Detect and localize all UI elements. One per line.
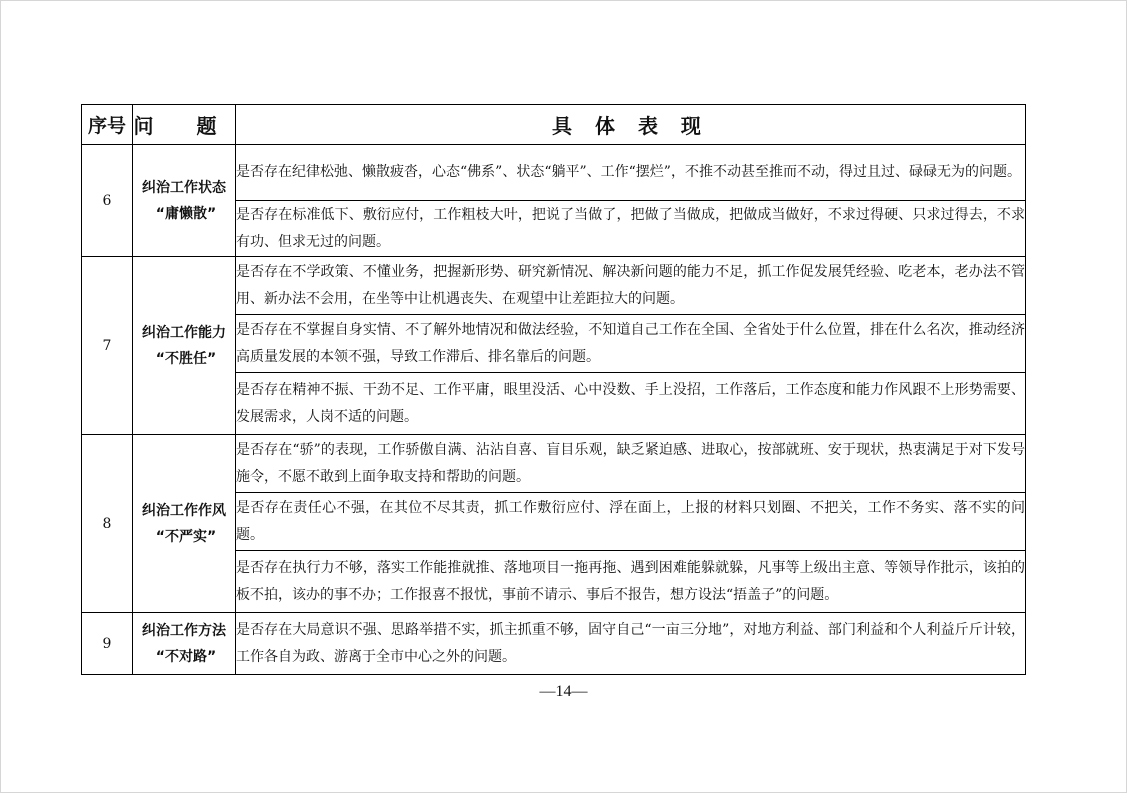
detail-cell: 是否存在大局意识不强、思路举措不实，抓主抓重不够，固守自己“一亩三分地”，对地方利益、部门利益和个人利益斤斤计较，工作各自为政、游离于全市中心之外的问题。 bbox=[236, 613, 1026, 675]
problem-subtitle: “庸懒散” bbox=[155, 205, 217, 222]
problem-title: 纠治工作状态 bbox=[142, 179, 226, 196]
table-row bbox=[82, 145, 1026, 201]
problem-cell-6 bbox=[133, 145, 236, 257]
header-detail: 具 体 表 现 bbox=[236, 105, 1026, 145]
seq-cell-7: 7 bbox=[82, 257, 133, 435]
detail-cell: 是否存在标准低下、敷衍应付，工作粗枝大叶，把说了当做了，把做了当做成，把做成当做好，不求过得硬、只求过得去，不求有功、但求无过的问题。 bbox=[236, 201, 1026, 257]
page-number: —14— bbox=[539, 683, 588, 700]
header-problem: 问 题 bbox=[133, 105, 236, 145]
seq-cell-8: 8 bbox=[82, 435, 133, 613]
problem-subtitle: “不严实” bbox=[155, 528, 217, 545]
table-row bbox=[82, 435, 1026, 493]
detail-cell: 是否存在纪律松弛、懒散疲沓，心态“佛系”、状态“躺平”、工作“摆烂”，不推不动甚至推而不动，得过且过、碌碌无为的问题。 bbox=[236, 145, 1026, 201]
problem-title: 纠治工作作风 bbox=[142, 502, 226, 519]
problem-title: 纠治工作能力 bbox=[142, 324, 226, 341]
seq-cell-6: 6 bbox=[82, 145, 133, 257]
header-seq: 序号 bbox=[82, 105, 133, 145]
problem-table bbox=[81, 104, 1026, 675]
problem-title: 纠治工作方法 bbox=[142, 622, 226, 639]
problem-subtitle: “不胜任” bbox=[155, 350, 217, 367]
detail-cell: 是否存在“骄”的表现，工作骄傲自满、沾沾自喜、盲目乐观，缺乏紧迫感、进取心，按部就班、安于现状，热衷满足于对下发号施令，不愿不敢到上面争取支持和帮助的问题。 bbox=[236, 435, 1026, 493]
table-header-row bbox=[82, 105, 1026, 145]
problem-cell-7 bbox=[133, 257, 236, 435]
problem-subtitle: “不对路” bbox=[155, 648, 217, 665]
detail-cell: 是否存在不学政策、不懂业务，把握新形势、研究新情况、解决新问题的能力不足，抓工作促发展凭经验、吃老本，老办法不管用、新办法不会用，在坐等中让机遇丧失、在观望中让差距拉大的问题。 bbox=[236, 257, 1026, 315]
table-row bbox=[82, 257, 1026, 315]
detail-cell: 是否存在不掌握自身实情、不了解外地情况和做法经验，不知道自己工作在全国、全省处于什么位置，排在什么名次，推动经济高质量发展的本领不强，导致工作滞后、排名靠后的问题。 bbox=[236, 315, 1026, 373]
seq-cell-9: 9 bbox=[82, 613, 133, 675]
problem-cell-9 bbox=[133, 613, 236, 675]
problem-cell-8 bbox=[133, 435, 236, 613]
detail-cell: 是否存在执行力不够，落实工作能推就推、落地项目一拖再拖、遇到困难能躲就躲，凡事等上级出主意、等领导作批示，该拍的板不拍，该办的事不办；工作报喜不报忧，事前不请示、事后不报告，想方设法“捂盖子”的问题。 bbox=[236, 551, 1026, 613]
table-row bbox=[82, 613, 1026, 675]
detail-cell: 是否存在精神不振、干劲不足、工作平庸，眼里没活、心中没数、手上没招，工作落后，工作态度和能力作风跟不上形势需要、发展需求，人岗不适的问题。 bbox=[236, 373, 1026, 435]
detail-cell: 是否存在责任心不强，在其位不尽其责，抓工作敷衍应付、浮在面上，上报的材料只划圈、不把关，工作不务实、落不实的问题。 bbox=[236, 493, 1026, 551]
